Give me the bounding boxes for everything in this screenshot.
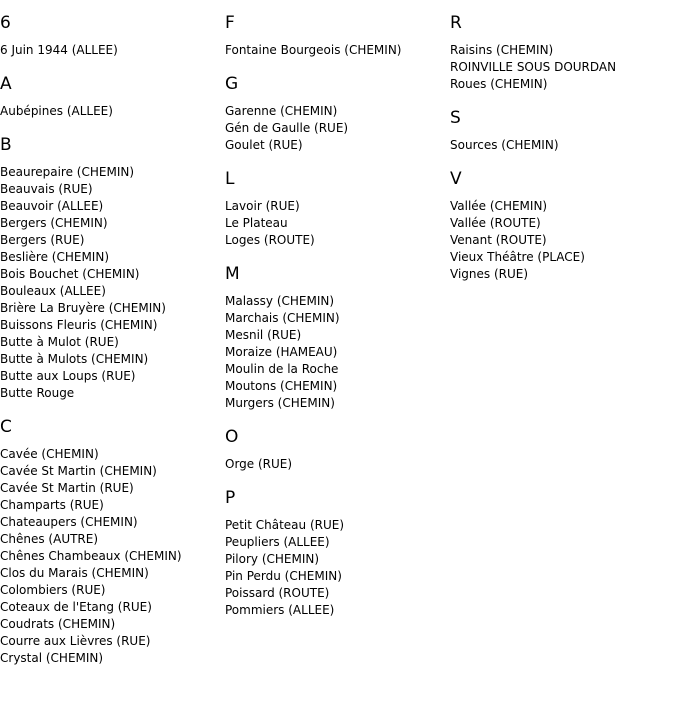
letter-group-s [450,107,675,154]
street-link[interactable]: Coteaux de l'Etang (RUE) [0,600,152,614]
street-list [225,42,450,59]
street-link[interactable]: Chênes (AUTRE) [0,532,99,546]
street-link[interactable]: Buissons Fleuris (CHEMIN) [0,318,158,332]
street-link[interactable]: Venant (ROUTE) [450,233,547,247]
street-link[interactable]: Vallée (ROUTE) [450,216,541,230]
street-list [225,103,450,154]
street-link[interactable]: Fontaine Bourgeois (CHEMIN) [225,43,402,57]
street-link[interactable]: Le Plateau [225,216,288,230]
street-link[interactable]: Cavée (CHEMIN) [0,447,99,461]
street-link[interactable]: Garenne (CHEMIN) [225,104,338,118]
street-list [225,456,450,473]
letter-heading: S [450,108,461,128]
street-link[interactable]: Champarts (RUE) [0,498,104,512]
street-link[interactable]: Butte à Mulot (RUE) [0,335,119,349]
street-index-column-3 [450,0,675,297]
street-link[interactable]: Moulin de la Roche [225,362,339,376]
letter-heading: O [225,427,239,447]
street-link[interactable]: Butte aux Loups (RUE) [0,369,136,383]
street-link[interactable]: Aubépines (ALLEE) [0,104,113,118]
letter-heading: M [225,264,240,284]
street-link[interactable]: Petit Château (RUE) [225,518,345,532]
street-link[interactable]: Vignes (RUE) [450,267,529,281]
street-link[interactable]: Bergers (RUE) [0,233,85,247]
street-link[interactable]: Beaurepaire (CHEMIN) [0,165,135,179]
street-index-column-1 [0,0,225,681]
street-link[interactable]: Poissard (ROUTE) [225,586,330,600]
letter-group-f [225,12,450,59]
street-link[interactable]: Lavoir (RUE) [225,199,300,213]
street-link[interactable]: Roues (CHEMIN) [450,77,548,91]
street-link[interactable]: Beslière (CHEMIN) [0,250,110,264]
street-link[interactable]: Butte à Mulots (CHEMIN) [0,352,149,366]
street-link[interactable]: Sources (CHEMIN) [450,138,559,152]
street-link[interactable]: Orge (RUE) [225,457,293,471]
letter-heading: P [225,488,236,508]
street-link[interactable]: Clos du Marais (CHEMIN) [0,566,149,580]
letter-group-m [225,263,450,412]
street-link[interactable]: Marchais (CHEMIN) [225,311,340,325]
letter-group-b [0,134,225,402]
street-list [450,42,675,93]
street-list [450,137,675,154]
letter-group-l [225,168,450,249]
street-link[interactable]: Gén de Gaulle (RUE) [225,121,349,135]
street-link[interactable]: Chênes Chambeaux (CHEMIN) [0,549,182,563]
letter-group-o [225,426,450,473]
letter-heading: G [225,74,239,94]
letter-heading: C [0,417,12,437]
street-link[interactable]: Raisins (CHEMIN) [450,43,554,57]
street-list [225,198,450,249]
street-link[interactable]: Coudrats (CHEMIN) [0,617,116,631]
letter-group-g [225,73,450,154]
street-link[interactable]: Moraize (HAMEAU) [225,345,338,359]
street-link[interactable]: Bergers (CHEMIN) [0,216,108,230]
letter-group-a [0,73,225,120]
street-link[interactable]: Moutons (CHEMIN) [225,379,338,393]
street-list [450,198,675,283]
street-link[interactable]: Colombiers (RUE) [0,583,106,597]
street-link[interactable]: Peupliers (ALLEE) [225,535,330,549]
letter-group-v [450,168,675,283]
street-link[interactable]: Beauvais (RUE) [0,182,93,196]
street-link[interactable]: Bouleaux (ALLEE) [0,284,106,298]
street-link[interactable]: 6 Juin 1944 (ALLEE) [0,43,118,57]
street-list [225,293,450,412]
street-link[interactable]: Beauvoir (ALLEE) [0,199,104,213]
letter-group-r [450,12,675,93]
letter-heading: A [0,74,12,94]
street-link[interactable]: Crystal (CHEMIN) [0,651,104,665]
street-list [0,446,225,667]
street-link[interactable]: Vallée (CHEMIN) [450,199,548,213]
street-link[interactable]: Mesnil (RUE) [225,328,302,342]
street-link[interactable]: Cavée St Martin (CHEMIN) [0,464,157,478]
letter-group-c [0,416,225,667]
letter-group-p [225,487,450,619]
street-list [0,164,225,402]
street-link[interactable]: Murgers (CHEMIN) [225,396,335,410]
street-link[interactable]: Loges (ROUTE) [225,233,315,247]
street-list [0,103,225,120]
street-link[interactable]: Chateaupers (CHEMIN) [0,515,138,529]
street-index-column-2 [225,0,450,633]
letter-heading: L [225,169,235,189]
street-link[interactable]: Goulet (RUE) [225,138,303,152]
street-link[interactable]: Pommiers (ALLEE) [225,603,335,617]
street-link[interactable]: Brière La Bruyère (CHEMIN) [0,301,166,315]
street-list [225,517,450,619]
street-link[interactable]: ROINVILLE SOUS DOURDAN [450,60,617,74]
letter-heading: F [225,13,235,33]
street-link[interactable]: Pin Perdu (CHEMIN) [225,569,342,583]
letter-heading: 6 [0,13,11,33]
letter-heading: R [450,13,462,33]
letter-heading: B [0,135,12,155]
street-link[interactable]: Butte Rouge [0,386,75,400]
street-list [0,42,225,59]
street-link[interactable]: Bois Bouchet (CHEMIN) [0,267,140,281]
street-link[interactable]: Vieux Théâtre (PLACE) [450,250,585,264]
street-link[interactable]: Cavée St Martin (RUE) [0,481,134,495]
street-link[interactable]: Pilory (CHEMIN) [225,552,320,566]
street-link[interactable]: Courre aux Lièvres (RUE) [0,634,151,648]
letter-heading: V [450,169,462,189]
letter-group-6 [0,12,225,59]
street-link[interactable]: Malassy (CHEMIN) [225,294,335,308]
